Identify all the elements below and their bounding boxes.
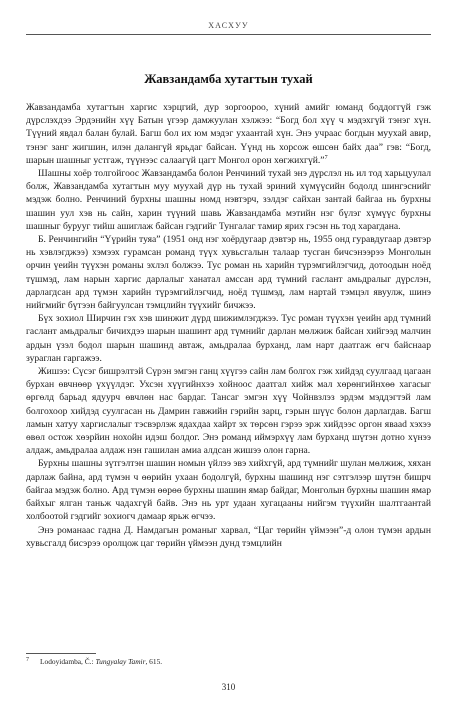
page-number: 310 — [221, 682, 236, 692]
header-divider — [26, 34, 431, 35]
paragraph: Бүх зохиол Ширчин гэх хэв шинжит дүрд шижимлэгджээ. Тус роман түүхэн үеийн ард түмний гаслант амьдралыг бичихдээ шарын шашинт ард түмнийг дарлан мөлжиж байсан хийгээд малчин ардын үзэл бодол шарын шашинд автаж, амьдралаа бурханд, лам нарт даатгаж өгч байснаар зураглан гаргажээ. — [26, 313, 431, 364]
paragraph: Жишээ: Сүсэг бишрэлтэй Сүрэн эмгэн ганц хүүгээ сайн лам болгох гэж хийдэд суулгаад цагаан бурхан өвчнөөр үхүүлдэг. Ухсэн хүүгийнхээ хойноос даатгал хийж мал хөрөнгийнхөө хагасыг өргөлд барьад ядуурч өвчлөн нас бардаг. Тансаг эмгэн хүү Чойнвзлэз эрдэм мэддэгтэй лам болгохоор хийдэд суулгасан нь Дамрин гавжийн гэрийн зарц, гэрын шүүс болон дарлагдав. Багш ламын хатуу харгислалыг тэсвэрлэж ядахдаа хайрт эх төрсөн гэрээ эрж хийдээс оргон явааd хэхээ өвөл остож хөэрйин нохойн идэш болдог. Энэ романд иймэрхүү лам бурханд шүтэн дотно хүнээ алдаж, амьдралаа алдаж нэн гашилан амиа алдсан жишээ олон гарна. — [26, 366, 431, 457]
footnote — [26, 657, 431, 666]
section-title: Жавзандамба хутагтын тухай — [144, 72, 313, 86]
footnote-title: Tungyalay Tamir — [95, 657, 146, 666]
paragraph: Б. Ренчингийн “Үүрийн туяа” (1951 онд нэг хоёрдугаар дэвтэр нь, 1955 онд гуравдугаар дэвтэр нь хэвлэгджээ) хэмээх гурамсан романд түүх хувьсгалын талаар тусган бичсэнээрээ Монголын орчин үеийн түүхэн романы эхлэл болжээ. Тус роман нь харийн түрэмгийлэгчид, дотоодын ноёд түшмэд, лам нарын харгис дарлалыг ханатал амссан ард түмний гаслант амьдралыг дүрслэн, дарлагдсан ард түмэн харийн түрэмгийлэгчид, ноёд түшмэд, лам нартай тэмцэл явуулж, шинэ нийгмийг бүтээн байгуулсан тэмцлийн түүхийг бичжээ. — [26, 234, 431, 312]
footnote-ref[interactable]: 7 — [324, 154, 328, 161]
paragraph: Энэ романаас гадна Д. Намдагын романыг харвал, “Цаг төрийн үймээн”-д олон түмэн ардын хувьсгалд бисэрээ оролцож цаг төрийн үймээн дунд тэмцлийн — [26, 524, 431, 549]
running-header: ХАСХУУ — [208, 21, 249, 30]
footnote-divider — [26, 653, 96, 654]
paragraph: Бурхны шашны зүтгэлтэн шашин номын үйлээ эвэ хийхгүй, ард түмнийг шулан мөлжиж, хяхан дарлаж байна, ард түмэн ч өөрийн ухаан бодолгүй, бурхны шашинд нэг сэтгэлээр шүтэн бишрч байгаа мэдэж болно. Ард түмэн өөрөө бурхны шашин ямар байдаг, Монголын бурхны шашин ямар байхыг ялган таньж чадахгүй байв. Энэ нь урт удаан хугацааны нийгэм түүхийн шалтгаантай холбоотой гэдгийг зохиогч дамаар ярьж өгчээ. — [26, 458, 431, 523]
paragraph: Шашны хоёр толгойгоос Жавзандамба болон Ренчиний тухай энэ дүрслэл нь ил тод харьцуулал болж, Жавзандамба хутагтын муу муухай дүр нь тухай эриний хүмүүсийн бодолд шингэснийг мэдэж болно. Ренчиний бурхны шашны номд нэвтэрч, зэлдэг сайхан зантай байгаа нь бурхны шашин уул хэв нь сайн, харин түүний шавь Жавзандамба мэтийн нэг бүлэг хүмүүс бурхны шашныг бурууг тийш ашиглаж байсан гэдгийг Тунгалаг тамир ярих гэсэн нь тод харагдана. — [26, 168, 431, 232]
body-text — [26, 101, 431, 550]
footnote-page: , 615. — [145, 657, 163, 666]
footnote-number: 7 — [26, 657, 29, 663]
paragraph: Жавзандамба хутагтын харгис хэрцгий, дур зоргоороо, хүний амийг юманд боддоггүй гэж дүрслэхдээ Эрдэнийн хүү Батын үгээр дамжуулан хэлжээ: “Богд бол хүү ч мэдэхгүй тэнэг хүн. Түүний явдал балан булай. Багш бол их юм мэдэг ухаантай хүн. Энэ учраас богдын муухай авир, тэнэг занг жигшин, илэн далангүй ярьдаг байсан. Үүнд нь хорсож өшсөн байх даа” гэв: “Богд, шарын шашныг устгаж, түүнээс салаагүй цагт Монгол орон хөгжихгүй.”$^7$ — [26, 102, 431, 166]
footnote-author: Lodoyidamba, Č.: — [40, 657, 96, 666]
